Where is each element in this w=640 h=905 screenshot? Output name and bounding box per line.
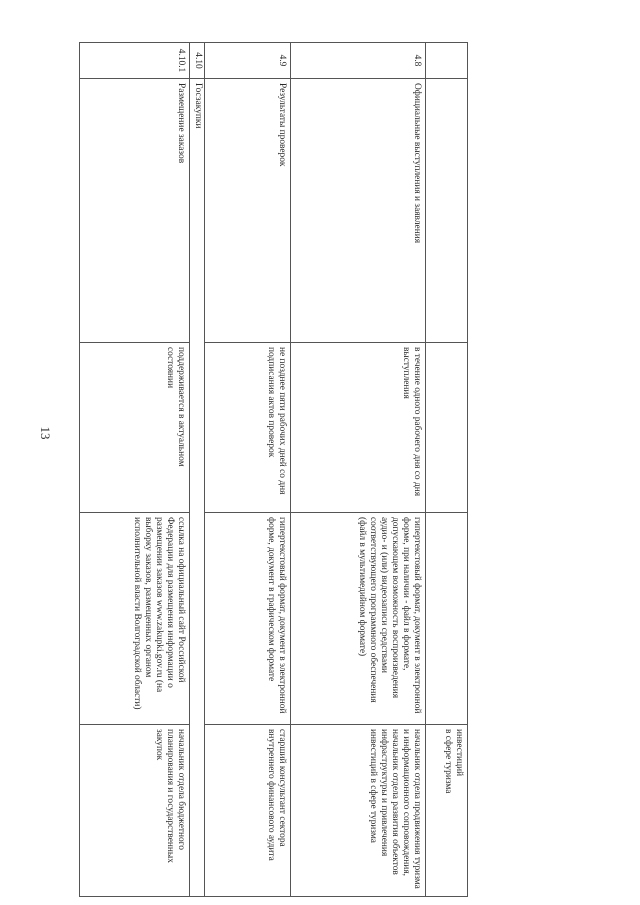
row-name-cell: Официальные выступления и заявления (291, 79, 426, 343)
section-title-cell: Госзакупки (190, 79, 205, 897)
row-name-cell: Размещение заказов (80, 79, 190, 343)
row-responsible-cell: начальник отдела бюджетного планирования и государственных закупок (80, 725, 190, 897)
row-term-cell: не позднее пяти рабочих дней со дня подписания актов проверок (205, 343, 291, 513)
row-number-cell: 4.8 (291, 43, 426, 79)
table-row (80, 43, 190, 897)
section-number-cell: 4.10 (190, 43, 205, 79)
row-responsible-cell: начальник отдела продвижения туризма и информационного сопровождения, начальник отдела развития объектов инфраструктуры и привлечения инвестиций в сфере туризма (291, 725, 426, 897)
row-number-cell (426, 43, 468, 79)
row-term-cell: в течение одного рабочего дня со дня выступления (291, 343, 426, 513)
row-name-cell (426, 79, 468, 343)
table-row (426, 43, 468, 897)
row-format-cell: ссылка на официальный сайт Российской Федерации для размещения информации о размещении заказов www.zakupki.gov.ru (на выборку заказов, размещенных органом исполнительной власти Волгоградской области) (80, 513, 190, 725)
row-responsible-cell: инвестиций в сфере туризма (426, 725, 468, 897)
row-format-cell: гипертекстовый формат, документ в электронной форме, документ в графическом формате (205, 513, 291, 725)
table-row (205, 43, 291, 897)
row-format-cell (426, 513, 468, 725)
row-responsible-cell: старший консультант сектора внутреннего финансового аудита (205, 725, 291, 897)
row-term-cell: поддерживается в актуальном состоянии (80, 343, 190, 513)
row-name-cell: Результаты проверок (205, 79, 291, 343)
section-row (190, 43, 205, 897)
row-number-cell: 4.9 (205, 43, 291, 79)
table-row (291, 43, 426, 897)
row-number-cell: 4.10.1 (80, 43, 190, 79)
services-table (79, 42, 468, 897)
row-term-cell (426, 343, 468, 513)
rotated-table-wrapper (80, 42, 468, 896)
row-format-cell: гипертекстовый формат, документ в электронной форме, при наличии - файл в формате, допускающем возможность воспроизведения аудио- и (или) видеозаписи средствами соответствующего программного обеспечения (файл в мультимедийном формате) (291, 513, 426, 725)
page-number: 13 (38, 426, 53, 440)
